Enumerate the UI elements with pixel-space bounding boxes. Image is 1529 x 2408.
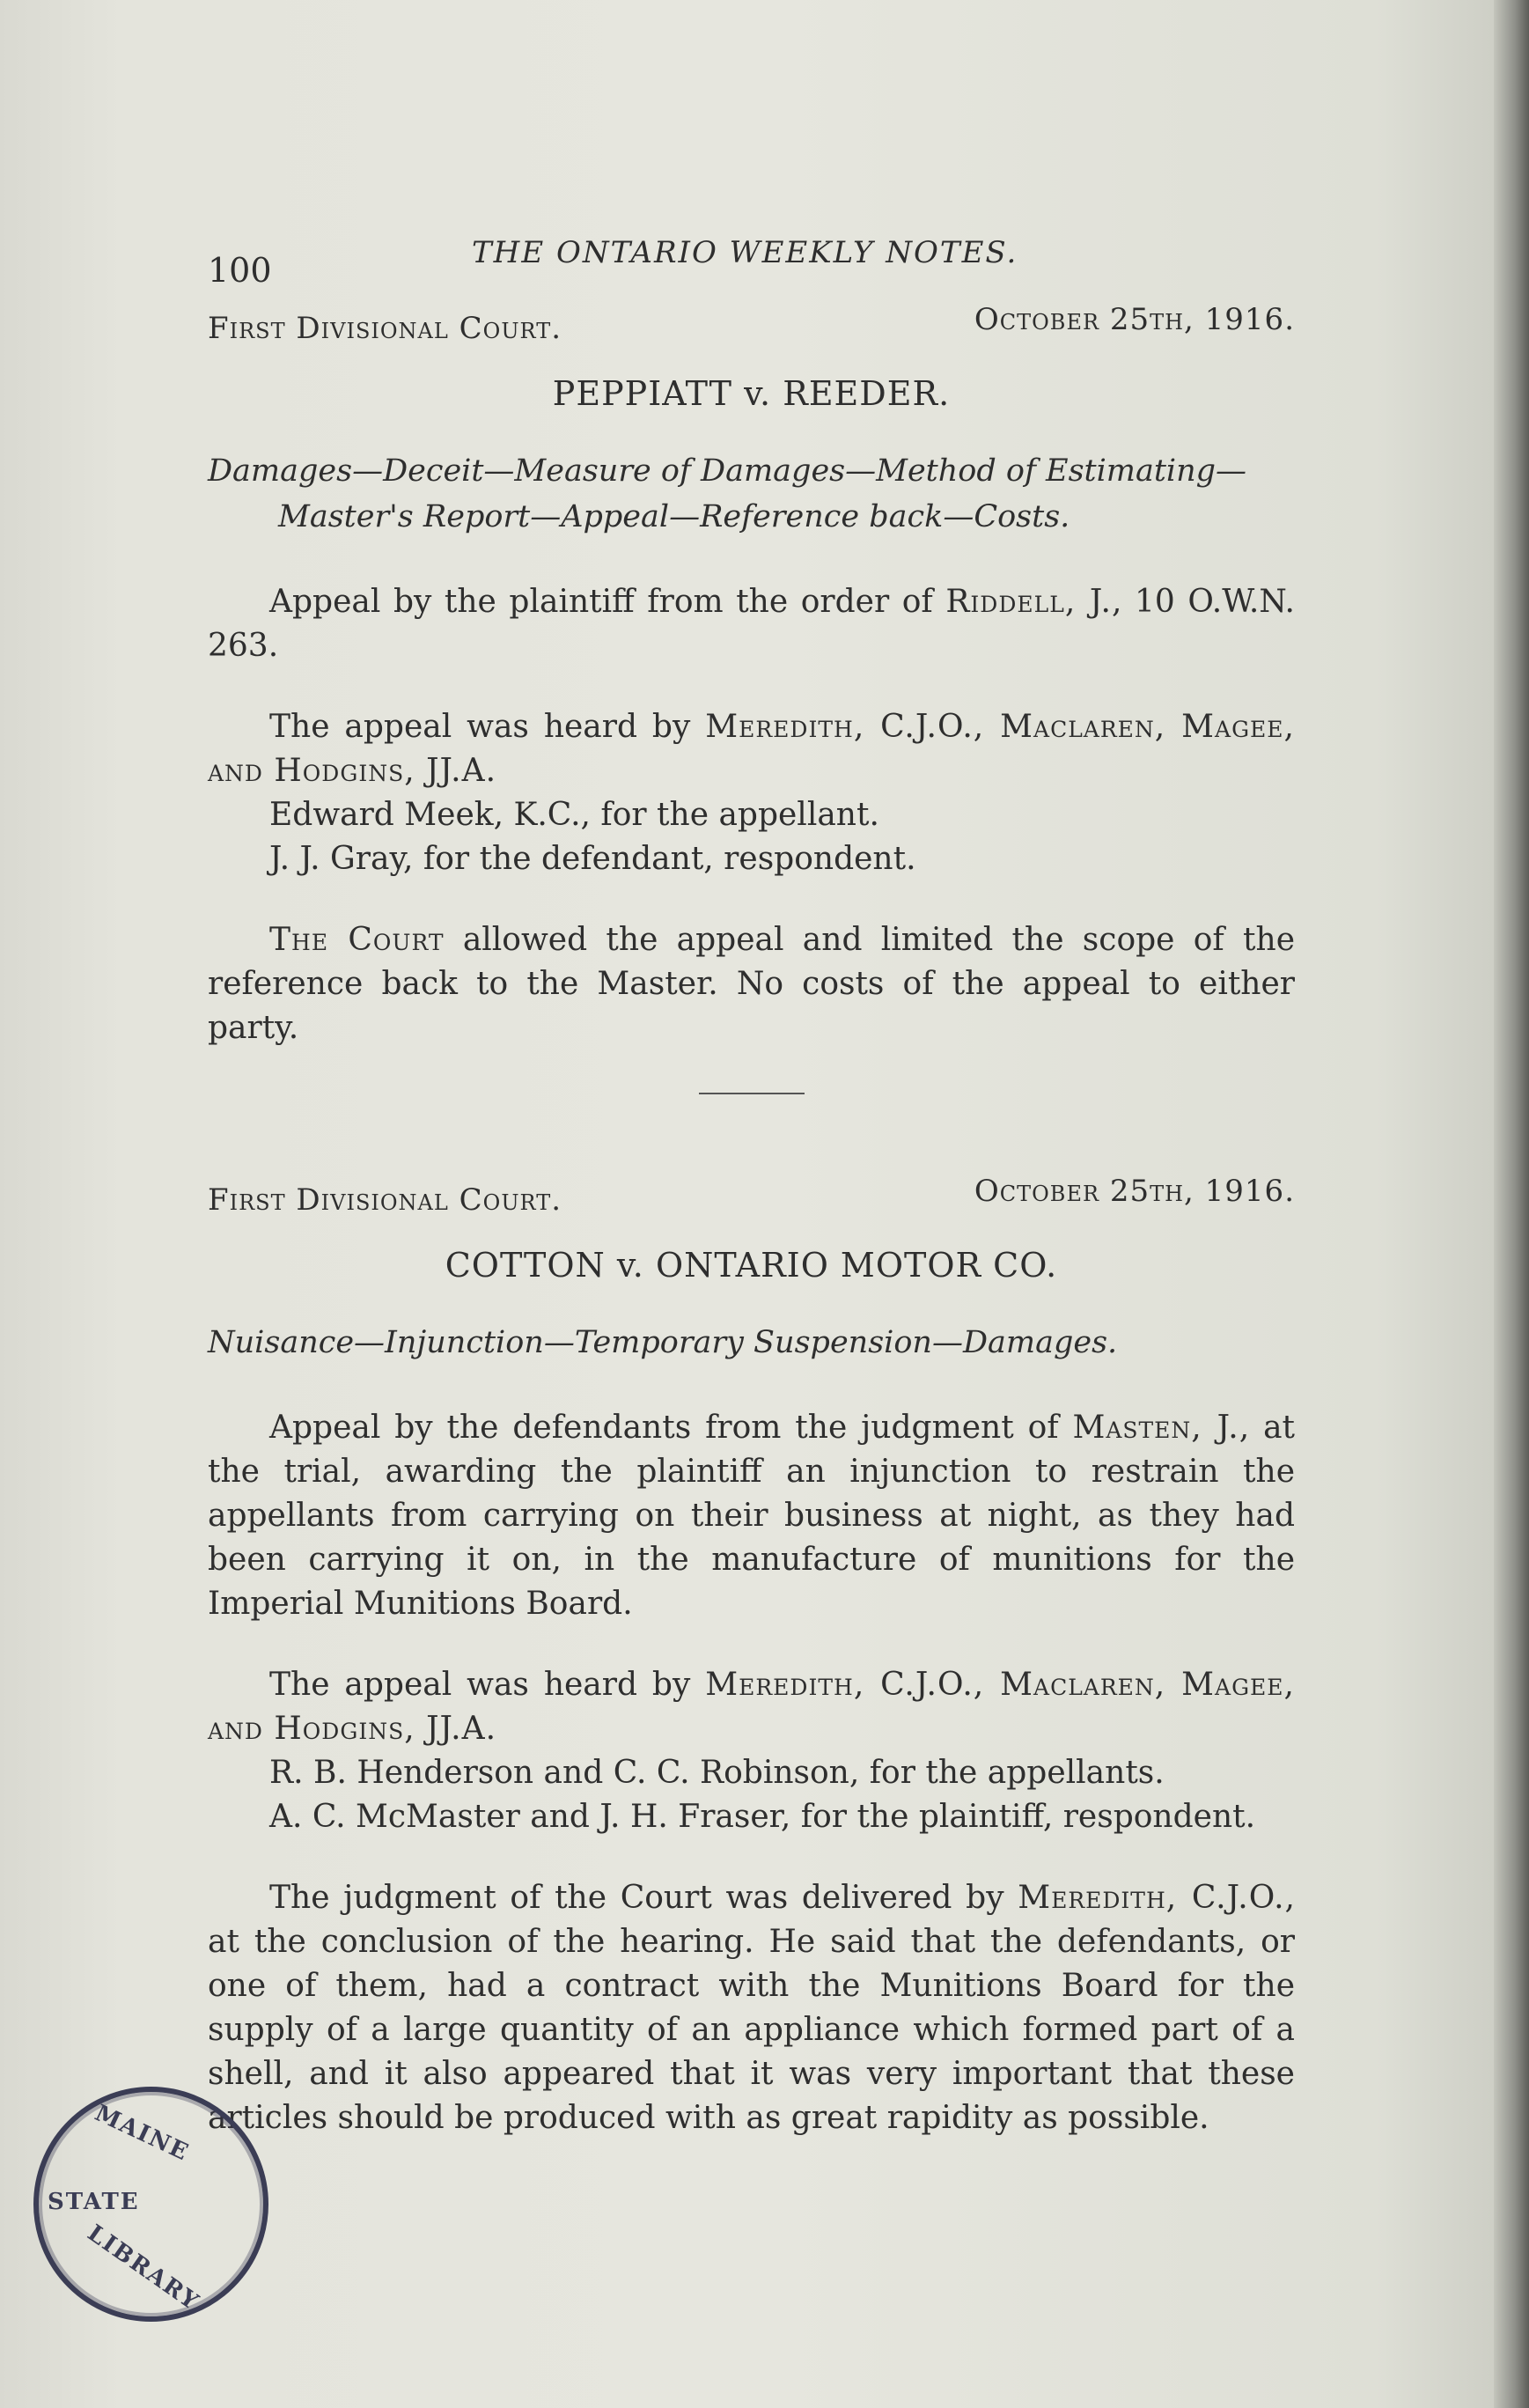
case2-counsel-1: R. B. Henderson and C. C. Robinson, for the appellants. — [269, 1755, 1165, 1791]
case2-judgment-text-2: , at the conclusion of the hearing. He said that the defendants, or one of them, had a contract with the Munitions Board for the supply of a large quantity of an appliance which formed part of a shell, and it also appeared that it was very important that these articles should be produced with as great rapidity as possible. — [208, 1880, 1295, 2136]
page-number: 100 — [208, 251, 272, 290]
case2-counsel-2: A. C. McMaster and J. H. Fraser, for the plaintiff, respondent. — [269, 1799, 1256, 1835]
stamp-text-middle: STATE — [48, 2189, 140, 2215]
stamp-text-top: MAINE — [91, 2100, 194, 2167]
case2-appeal-text-1: Appeal by the defendants from the judgment of — [269, 1410, 1073, 1446]
case1-appeal-paragraph — [208, 580, 1295, 668]
case1-appeal-text-2: , 10 O.W.N. 263. — [208, 584, 1295, 664]
case1-date: October 25th, 1916. — [974, 302, 1295, 337]
case1-heard-paragraph — [208, 705, 1295, 793]
case2-judgment-paragraph — [208, 1876, 1295, 2140]
case1-title: PEPPIATT v. REEDER. — [552, 374, 951, 413]
case2-date: October 25th, 1916. — [974, 1174, 1295, 1209]
case1-counsel-1: Edward Meek, K.C., for the appellant. — [269, 797, 879, 833]
case1-court: First Divisional Court. — [208, 311, 562, 346]
case1-heard-text: The appeal was heard by — [269, 709, 706, 745]
case2-heard-paragraph — [208, 1663, 1295, 1751]
case2-court: First Divisional Court. — [208, 1182, 562, 1218]
case2-appeal-text-2: , at the trial, awarding the plaintiff an injunction to restrain the appellants from carrying on their business at night, as they had been carrying it on, in the manufacture of munitions for the Imperial Munitions Board. — [208, 1410, 1295, 1622]
case1-result-paragraph — [208, 918, 1295, 1050]
case1-appeal-judge: Riddell, J. — [945, 584, 1112, 620]
case2-heard-judges: Meredith, C.J.O., Maclaren, Magee, and Hodgins, JJ.A. — [208, 1667, 1295, 1747]
case2-judgment-judge: Meredith, C.J.O. — [1018, 1880, 1285, 1916]
case2-appeal-judge: Masten, J. — [1072, 1410, 1239, 1446]
section-divider — [699, 1093, 805, 1094]
case1-result-court: The Court — [269, 922, 445, 958]
case1-result-text: allowed the appeal and limited the scope of the reference back to the Master. No costs of the appeal to either party. — [208, 922, 1295, 1046]
page-text — [208, 225, 1295, 2140]
case1-counsel-2: J. J. Gray, for the defendant, respondent. — [269, 841, 916, 877]
book-spine-shadow — [1494, 0, 1529, 2408]
running-head: THE ONTARIO WEEKLY NOTES. — [472, 235, 1018, 270]
case1-court-line — [208, 302, 1295, 355]
case2-appeal-paragraph — [208, 1406, 1295, 1626]
case2-court-line — [208, 1174, 1295, 1226]
case2-heard-text: The appeal was heard by — [269, 1667, 706, 1703]
case2-title: COTTON v. ONTARIO MOTOR CO. — [445, 1246, 1058, 1285]
case1-appeal-text-1: Appeal by the plaintiff from the order of — [269, 584, 946, 620]
case1-catchwords: Damages—Deceit—Measure of Damages—Method of Estimating—Master's Report—Appeal—Reference back—Costs. — [208, 453, 1247, 534]
case2-catchwords: Nuisance—Injunction—Temporary Suspension—Damages. — [208, 1325, 1118, 1360]
library-stamp — [33, 2087, 268, 2322]
stamp-text-bottom: LIBRARY — [82, 2220, 204, 2316]
page-header — [208, 225, 1295, 295]
case1-heard-judges: Meredith, C.J.O., Maclaren, Magee, and Hodgins, JJ.A. — [208, 709, 1295, 789]
case2-judgment-text-1: The judgment of the Court was delivered by — [269, 1880, 1018, 1916]
